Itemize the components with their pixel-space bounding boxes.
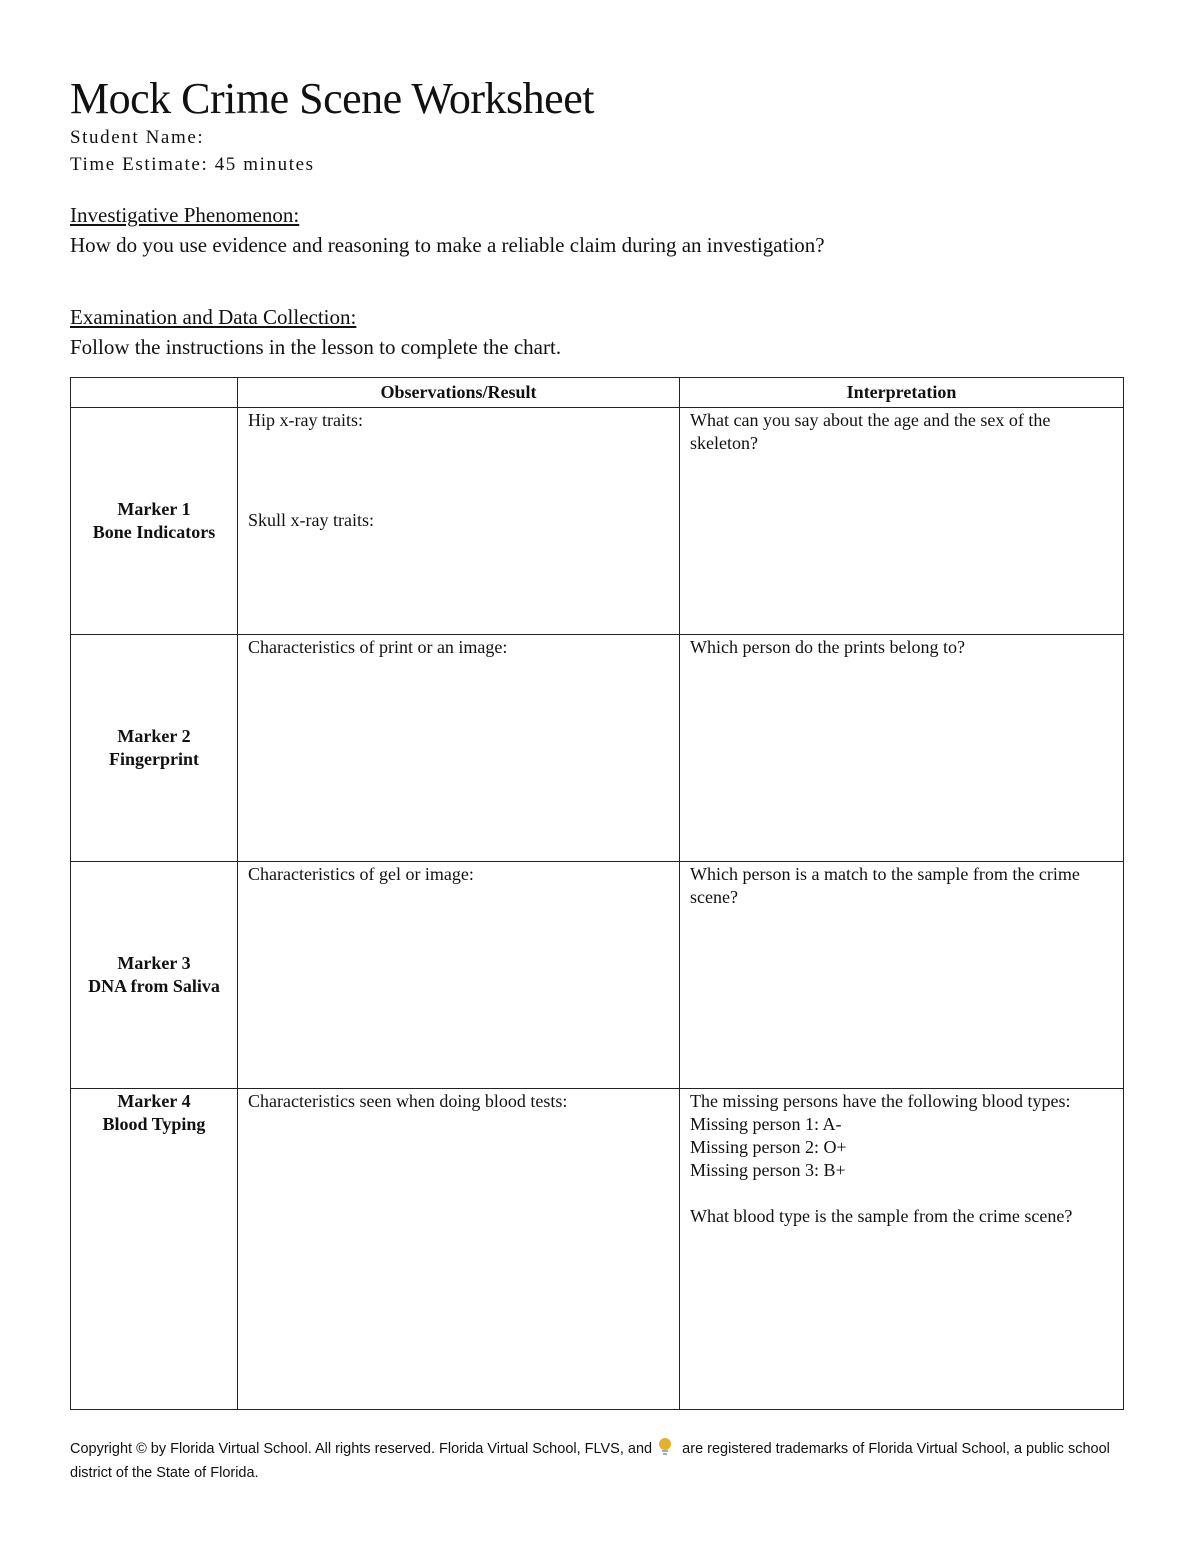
marker-type: Fingerprint	[109, 749, 199, 769]
marker-type: Bone Indicators	[92, 522, 216, 542]
interpretation-intro: The missing persons have the following blood types:	[690, 1091, 1071, 1111]
table-row	[71, 635, 1124, 862]
marker-number: Marker 1	[117, 499, 191, 519]
marker-cell	[71, 635, 238, 862]
marker-type: DNA from Saliva	[88, 976, 220, 996]
phenomenon-heading: Investigative Phenomenon:	[70, 203, 300, 227]
lightbulb-icon	[658, 1438, 672, 1456]
interpretation-cell[interactable]	[680, 862, 1124, 1089]
observation-prompt: Skull x-ray traits:	[248, 510, 374, 530]
marker-type: Blood Typing	[102, 1114, 206, 1134]
table-row	[71, 1089, 1124, 1410]
marker-cell	[71, 862, 238, 1089]
column-header-marker	[71, 378, 238, 408]
interpretation-prompt: What blood type is the sample from the crime scene?	[690, 1206, 1073, 1226]
observation-prompt: Characteristics of print or an image:	[248, 637, 508, 657]
copyright-text: Copyright © by Florida Virtual School. All rights reserved. Florida Virtual School, FLVS, and	[70, 1441, 653, 1457]
observation-prompt: Characteristics seen when doing blood tests:	[248, 1091, 568, 1111]
phenomenon-question: How do you use evidence and reasoning to make a reliable claim during an investigation?	[70, 233, 825, 257]
marker-cell	[71, 408, 238, 635]
marker-number: Marker 4	[117, 1091, 191, 1111]
trademark-text: are registered trademarks of Florida Virtual School, a public school district of the State of Florida.	[70, 1441, 1110, 1481]
column-header-observations: Observations/Result	[238, 378, 680, 408]
examination-instructions: Follow the instructions in the lesson to complete the chart.	[70, 335, 562, 359]
page-title: Mock Crime Scene Worksheet	[70, 74, 594, 123]
marker-number: Marker 3	[117, 953, 191, 973]
copyright-footer	[70, 1437, 1130, 1485]
interpretation-prompt: Which person is a match to the sample from the crime scene?	[690, 864, 1080, 907]
time-estimate: Time Estimate: 45 minutes	[70, 154, 315, 175]
column-header-interpretation: Interpretation	[680, 378, 1124, 408]
observation-cell[interactable]	[238, 862, 680, 1089]
blood-type-item: Missing person 3: B+	[690, 1160, 846, 1180]
interpretation-cell[interactable]	[680, 408, 1124, 635]
marker-number: Marker 2	[117, 726, 191, 746]
student-name-label: Student Name:	[70, 127, 205, 148]
data-collection-chart	[70, 377, 1124, 1410]
examination-heading: Examination and Data Collection:	[70, 305, 357, 329]
chart-header-row	[71, 378, 1124, 408]
observation-cell[interactable]	[238, 1089, 680, 1410]
observation-cell[interactable]	[238, 635, 680, 862]
blood-type-item: Missing person 2: O+	[690, 1137, 847, 1157]
table-row	[71, 408, 1124, 635]
blood-type-item: Missing person 1: A-	[690, 1114, 842, 1134]
interpretation-prompt: What can you say about the age and the sex of the skeleton?	[690, 410, 1051, 453]
table-row	[71, 862, 1124, 1089]
interpretation-prompt: Which person do the prints belong to?	[690, 637, 965, 657]
interpretation-cell[interactable]	[680, 1089, 1124, 1410]
interpretation-cell[interactable]	[680, 635, 1124, 862]
observation-prompt: Characteristics of gel or image:	[248, 864, 474, 884]
observation-cell[interactable]	[238, 408, 680, 635]
observation-prompt: Hip x-ray traits:	[248, 410, 363, 430]
marker-cell	[71, 1089, 238, 1410]
